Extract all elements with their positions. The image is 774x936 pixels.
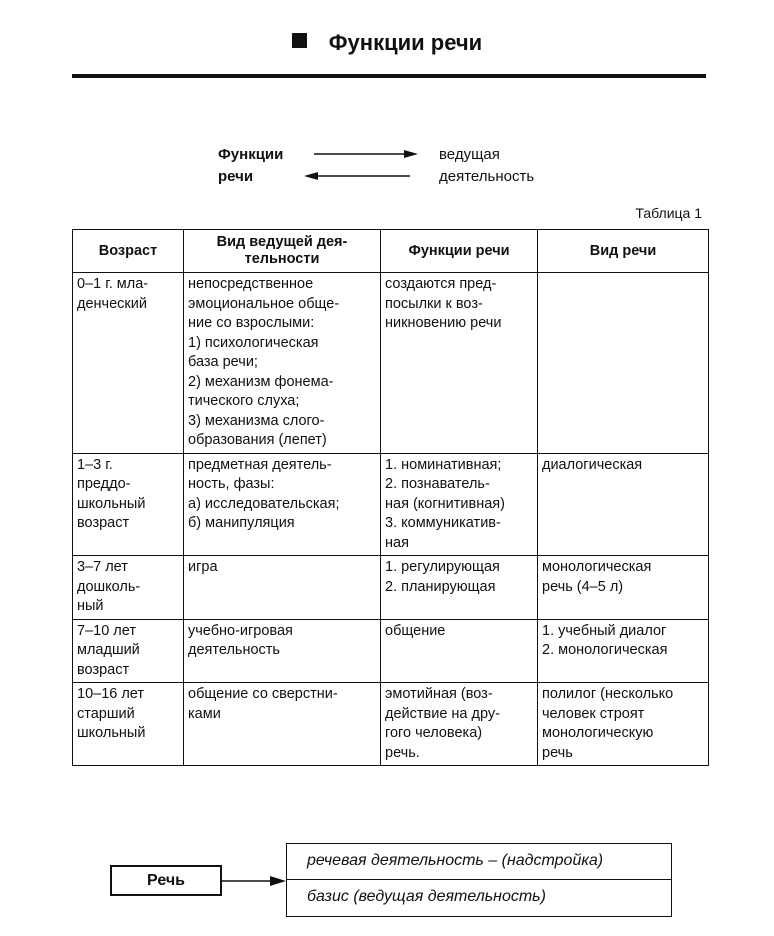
cell-speech-type: 1. учебный диалог 2. монологическая	[538, 619, 709, 683]
cell-activity: непосредственное эмоциональное обще- ние со взрослыми: 1) психологическая база речи; 2) механизм фонема- тического слуха; 3) механизма слого- образования (лепет)	[184, 273, 381, 454]
cell-speech-type	[538, 273, 709, 454]
square-bullet-icon	[292, 33, 307, 48]
cell-age: 1–3 г. преддо- школьный возраст	[73, 453, 184, 556]
cell-functions: 1. номинативная; 2. познаватель- ная (когнитивная) 3. коммуникатив- ная	[381, 453, 538, 556]
cell-speech-type: диалогическая	[538, 453, 709, 556]
age-speech-table	[72, 229, 709, 766]
table-caption: Таблица 1	[635, 205, 702, 221]
table-row	[73, 453, 709, 556]
relation-left-label	[218, 144, 283, 188]
basis-layer: базис (ведущая деятельность)	[307, 888, 546, 905]
cell-age: 3–7 лет дошколь- ный	[73, 556, 184, 620]
relation-right-line2: деятельность	[439, 168, 535, 185]
cell-age: 0–1 г. мла- денческий	[73, 273, 184, 454]
cell-activity: предметная деятель- ность, фазы: а) исследовательская; б) манипуляция	[184, 453, 381, 556]
cell-age: 10–16 лет старший школьный	[73, 683, 184, 766]
table-row	[73, 556, 709, 620]
header-rule	[72, 74, 706, 78]
arrow-right-icon	[222, 872, 288, 890]
table-row	[73, 683, 709, 766]
speech-layers-box	[286, 843, 672, 917]
cell-functions: эмотийная (воз- действие на дру- гого человека) речь.	[381, 683, 538, 766]
table-row	[73, 619, 709, 683]
header-functions: Функции речи	[381, 230, 538, 273]
cell-functions: общение	[381, 619, 538, 683]
relation-left-line2: речи	[218, 168, 254, 185]
table-row	[73, 273, 709, 454]
page-title: Функции речи	[328, 30, 483, 55]
header-age: Возраст	[73, 230, 184, 273]
superstructure-layer: речевая деятельность – (надстройка)	[287, 844, 671, 880]
relation-right-label	[439, 144, 534, 188]
cell-functions: создаются пред- посылки к воз- никновению речи	[381, 273, 538, 454]
table-header-row	[73, 230, 709, 273]
header-activity: Вид ведущей дея- тельности	[184, 230, 381, 273]
cell-speech-type: монологическая речь (4–5 л)	[538, 556, 709, 620]
relation-left-line1: Функции	[218, 146, 284, 163]
cell-activity: учебно-игровая деятельность	[184, 619, 381, 683]
cell-age: 7–10 лет младший возраст	[73, 619, 184, 683]
bidirectional-arrows-icon	[300, 147, 425, 183]
cell-activity: общение со сверстни- ками	[184, 683, 381, 766]
page-header	[0, 30, 774, 56]
cell-speech-type: полилог (несколько человек строят монологическую речь	[538, 683, 709, 766]
relation-right-line1: ведущая	[439, 146, 500, 163]
cell-functions: 1. регулирующая 2. планирующая	[381, 556, 538, 620]
speech-box: Речь	[110, 865, 222, 896]
cell-activity: игра	[184, 556, 381, 620]
header-speech-type: Вид речи	[538, 230, 709, 273]
